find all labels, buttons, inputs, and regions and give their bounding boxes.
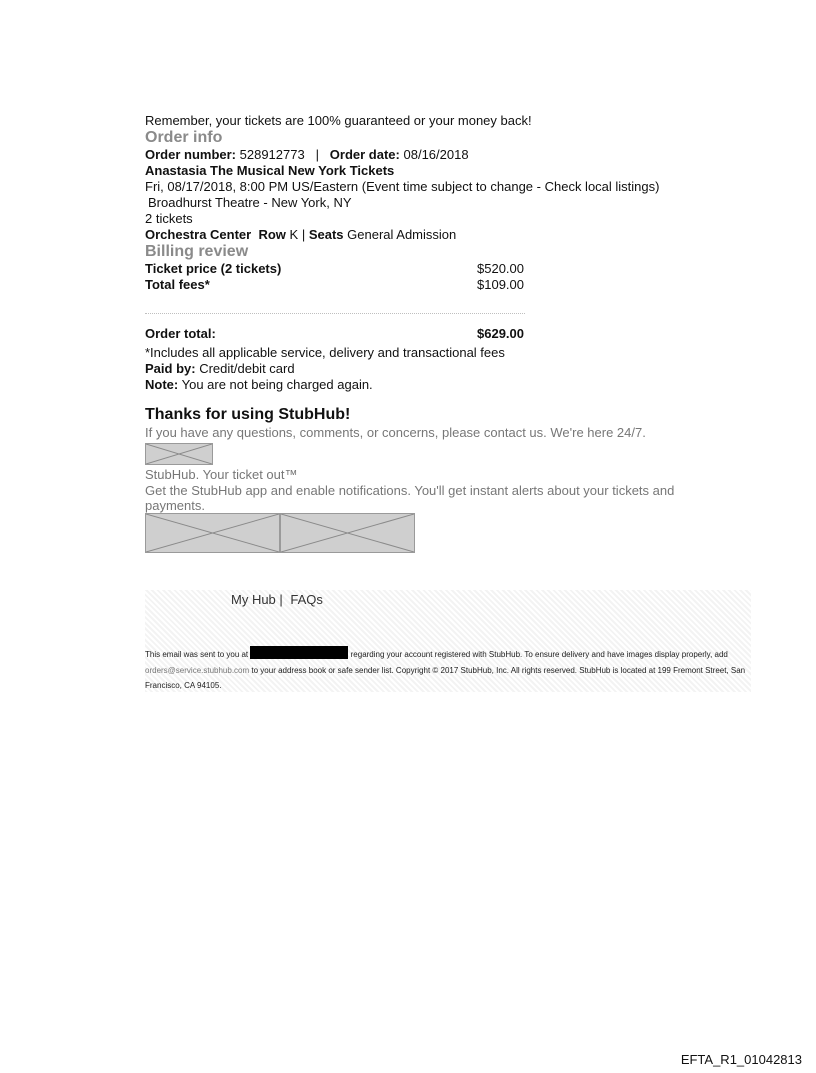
paid-by-value: Credit/debit card — [199, 361, 295, 376]
order-date-label: Order date: — [329, 147, 400, 162]
billing-line-label: Ticket price (2 tickets) — [145, 261, 282, 276]
tagline: StubHub. Your ticket out™ — [145, 467, 298, 482]
stubhub-logo-image-placeholder — [145, 443, 213, 465]
app-store-badges — [145, 513, 751, 553]
order-total-label: Order total: — [145, 326, 216, 341]
row-label: Row — [258, 227, 286, 242]
ticket-count: 2 tickets — [145, 211, 193, 226]
redacted-email-block — [250, 646, 348, 659]
order-number: 528912773 — [239, 147, 305, 162]
document-id: EFTA_R1_01042813 — [680, 1052, 802, 1067]
order-meta — [145, 147, 751, 163]
seats-label: Seats — [308, 227, 344, 242]
billing-lines — [145, 261, 525, 293]
event-datetime: Fri, 08/17/2018, 8:00 PM US/Eastern (Event time subject to change - Check local listings) — [145, 179, 660, 194]
billing-line-label: Total fees* — [145, 277, 210, 292]
seats-value: General Admission — [347, 227, 457, 242]
email-footer — [145, 590, 751, 692]
billing-divider — [145, 313, 525, 314]
order-meta-separator: | — [315, 147, 319, 162]
google-play-badge-image[interactable] — [280, 513, 415, 553]
billing-line — [145, 261, 525, 277]
charge-note — [145, 377, 751, 393]
paid-by-label: Paid by: — [145, 361, 196, 376]
seat-details: Orchestra Center Row K | Seats General Admission — [145, 227, 457, 242]
section: Orchestra Center — [145, 227, 252, 242]
guarantee-text: Remember, your tickets are 100% guaranteed or your money back! — [145, 113, 532, 128]
order-date: 08/16/2018 — [403, 147, 469, 162]
thanks-heading: Thanks for using StubHub! — [145, 406, 351, 423]
note-value: You are not being charged again. — [181, 377, 373, 392]
order-number-label: Order number: — [145, 147, 237, 162]
footer-link-my-hub[interactable]: My Hub | — [231, 592, 283, 607]
billing-line-amount: $109.00 — [477, 277, 524, 292]
order-total-row — [145, 326, 525, 342]
email-body — [145, 113, 751, 553]
fine-print-start: This email was sent to you at — [145, 650, 249, 659]
fine-print-end: to your address book or safe sender list. Copyright © 2017 StubHub, Inc. All rights reserved. StubHub is located at 199 Fremont Street, San Francisco, CA 94105. — [145, 665, 746, 690]
note-label: Note: — [145, 377, 179, 392]
venue: Broadhurst Theatre - New York, NY — [148, 195, 352, 210]
app-store-badge-image[interactable] — [145, 513, 280, 553]
billing-line — [145, 277, 525, 293]
footer-nav — [231, 592, 327, 607]
billing-line-amount: $520.00 — [477, 261, 524, 276]
footer-fine-print — [145, 646, 751, 694]
row-value: K — [289, 227, 299, 242]
contact-text: If you have any questions, comments, or concerns, please contact us. We're here 24/7. — [145, 425, 646, 440]
fine-print-middle: regarding your account registered with StubHub. To ensure delivery and have images display properly, add — [350, 650, 728, 659]
footer-link-faqs[interactable]: FAQs — [290, 592, 323, 607]
order-info-heading: Order info — [145, 129, 223, 146]
fees-note: *Includes all applicable service, delivery and transactional fees — [145, 345, 505, 360]
paid-by — [145, 361, 751, 377]
app-promo: Get the StubHub app and enable notifications. You'll get instant alerts about your tickets and payments. — [145, 483, 675, 513]
billing-review-heading: Billing review — [145, 243, 249, 260]
sender-email-link[interactable]: orders@service.stubhub.com — [145, 665, 250, 675]
order-total-amount: $629.00 — [477, 326, 524, 341]
event-title: Anastasia The Musical New York Tickets — [145, 163, 395, 178]
